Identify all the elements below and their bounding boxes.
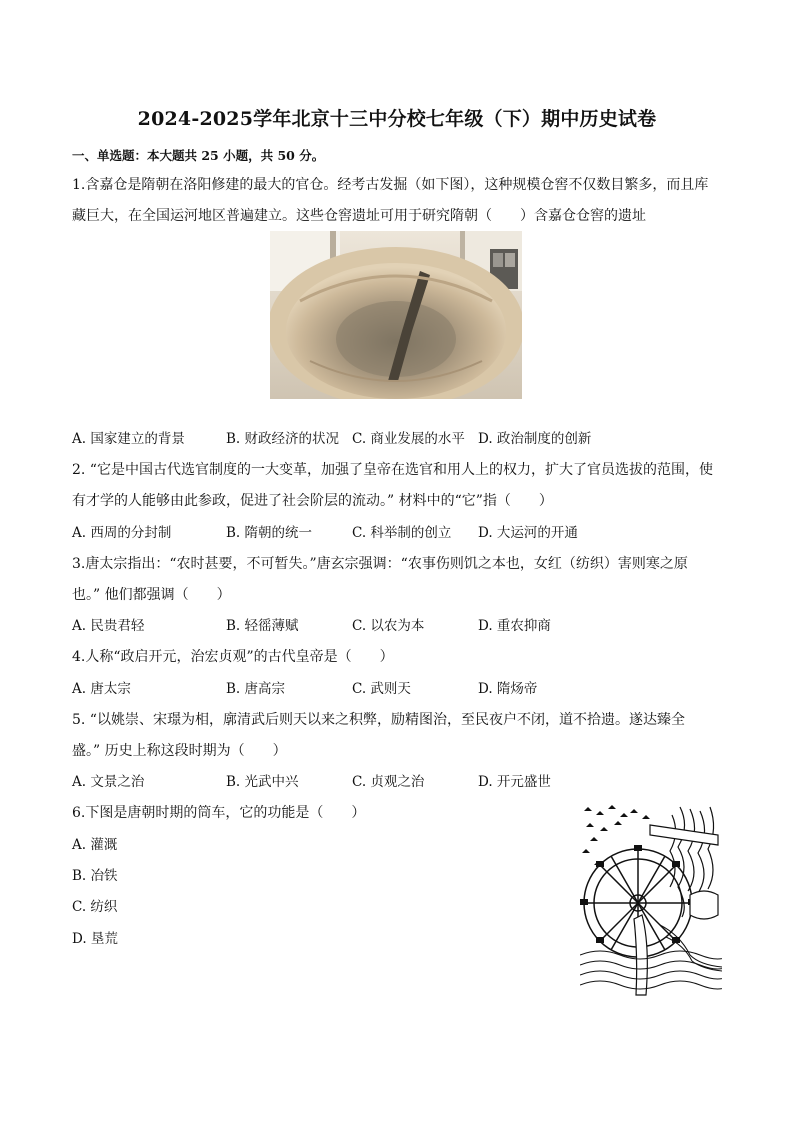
q3-option-a[interactable]: A. 民贵君轻 bbox=[72, 618, 145, 634]
q6-option-c[interactable]: C. 纺织 bbox=[72, 899, 118, 915]
q6-stem: 6.下图是唐朝时期的筒车，它的功能是（ ） bbox=[72, 805, 366, 821]
q1-option-d[interactable]: D. 政治制度的创新 bbox=[478, 431, 592, 447]
q6-option-d[interactable]: D. 垦荒 bbox=[72, 931, 118, 947]
q2-option-d[interactable]: D. 大运河的开通 bbox=[478, 525, 578, 541]
q5-option-a[interactable]: A. 文景之治 bbox=[72, 774, 145, 790]
granary-pit-photo bbox=[270, 231, 522, 399]
q1-option-c[interactable]: C. 商业发展的水平 bbox=[352, 431, 465, 447]
q3-option-c[interactable]: C. 以农为本 bbox=[352, 618, 425, 634]
q2-option-b[interactable]: B. 隋朝的统一 bbox=[226, 525, 313, 541]
exam-title: 2024-2025学年北京十三中分校七年级（下）期中历史试卷 bbox=[137, 108, 657, 130]
q6-option-b[interactable]: B. 冶铁 bbox=[72, 868, 118, 884]
q4-option-a[interactable]: A. 唐太宗 bbox=[72, 681, 131, 697]
q2-option-a[interactable]: A. 西周的分封制 bbox=[72, 525, 172, 541]
q3-stem-line2: 也。” 他们都强调（ ） bbox=[72, 587, 231, 603]
q1-stem-line2: 藏巨大，在全国运河地区普遍建立。这些仓窖遗址可用于研究隋朝（ ）含嘉仓仓窖的遗址 bbox=[72, 208, 646, 224]
q5-stem-line1: 5. “以姚崇、宋璟为相，廓清武后则天以来之积弊，励精图治，至民夜户不闭，道不拾遗。遂达臻全 bbox=[72, 712, 685, 728]
q1-option-a[interactable]: A. 国家建立的背景 bbox=[72, 431, 185, 447]
q3-stem-line1: 3.唐太宗指出：“农时甚要，不可暂失。”唐玄宗强调：“农事伤则饥之本也，女红（纺织）害则寒之原 bbox=[72, 556, 688, 572]
q4-option-c[interactable]: C. 武则天 bbox=[352, 681, 411, 697]
q5-option-b[interactable]: B. 光武中兴 bbox=[226, 774, 299, 790]
q4-option-d[interactable]: D. 隋炀帝 bbox=[478, 681, 538, 697]
q2-stem-line1: 2. “它是中国古代选官制度的一大变革，加强了皇帝在选官和用人上的权力，扩大了官员选拔的范围，使 bbox=[72, 462, 713, 478]
tang-waterwheel-illustration bbox=[580, 805, 722, 997]
q6-option-a[interactable]: A. 灌溉 bbox=[72, 837, 118, 853]
q2-stem-line2: 有才学的人能够由此参政，促进了社会阶层的流动。” 材料中的“它”指（ ） bbox=[72, 493, 553, 509]
q5-option-d[interactable]: D. 开元盛世 bbox=[478, 774, 551, 790]
q4-option-b[interactable]: B. 唐高宗 bbox=[226, 681, 286, 697]
q1-option-b[interactable]: B. 财政经济的状况 bbox=[226, 431, 340, 447]
q5-option-c[interactable]: C. 贞观之治 bbox=[352, 774, 425, 790]
q2-option-c[interactable]: C. 科举制的创立 bbox=[352, 525, 452, 541]
q3-option-d[interactable]: D. 重农抑商 bbox=[478, 618, 551, 634]
q5-stem-line2: 盛。” 历史上称这段时期为（ ） bbox=[72, 743, 287, 759]
section-heading: 一、单选题：本大题共 25 小题，共 50 分。 bbox=[72, 148, 325, 163]
q1-stem-line1: 1.含嘉仓是隋朝在洛阳修建的最大的官仓。经考古发掘（如下图），这种规模仓窖不仅数目繁多，而且库 bbox=[72, 177, 709, 193]
q4-stem: 4.人称“政启开元，治宏贞观”的古代皇帝是（ ） bbox=[72, 649, 394, 665]
q3-option-b[interactable]: B. 轻徭薄赋 bbox=[226, 618, 299, 634]
